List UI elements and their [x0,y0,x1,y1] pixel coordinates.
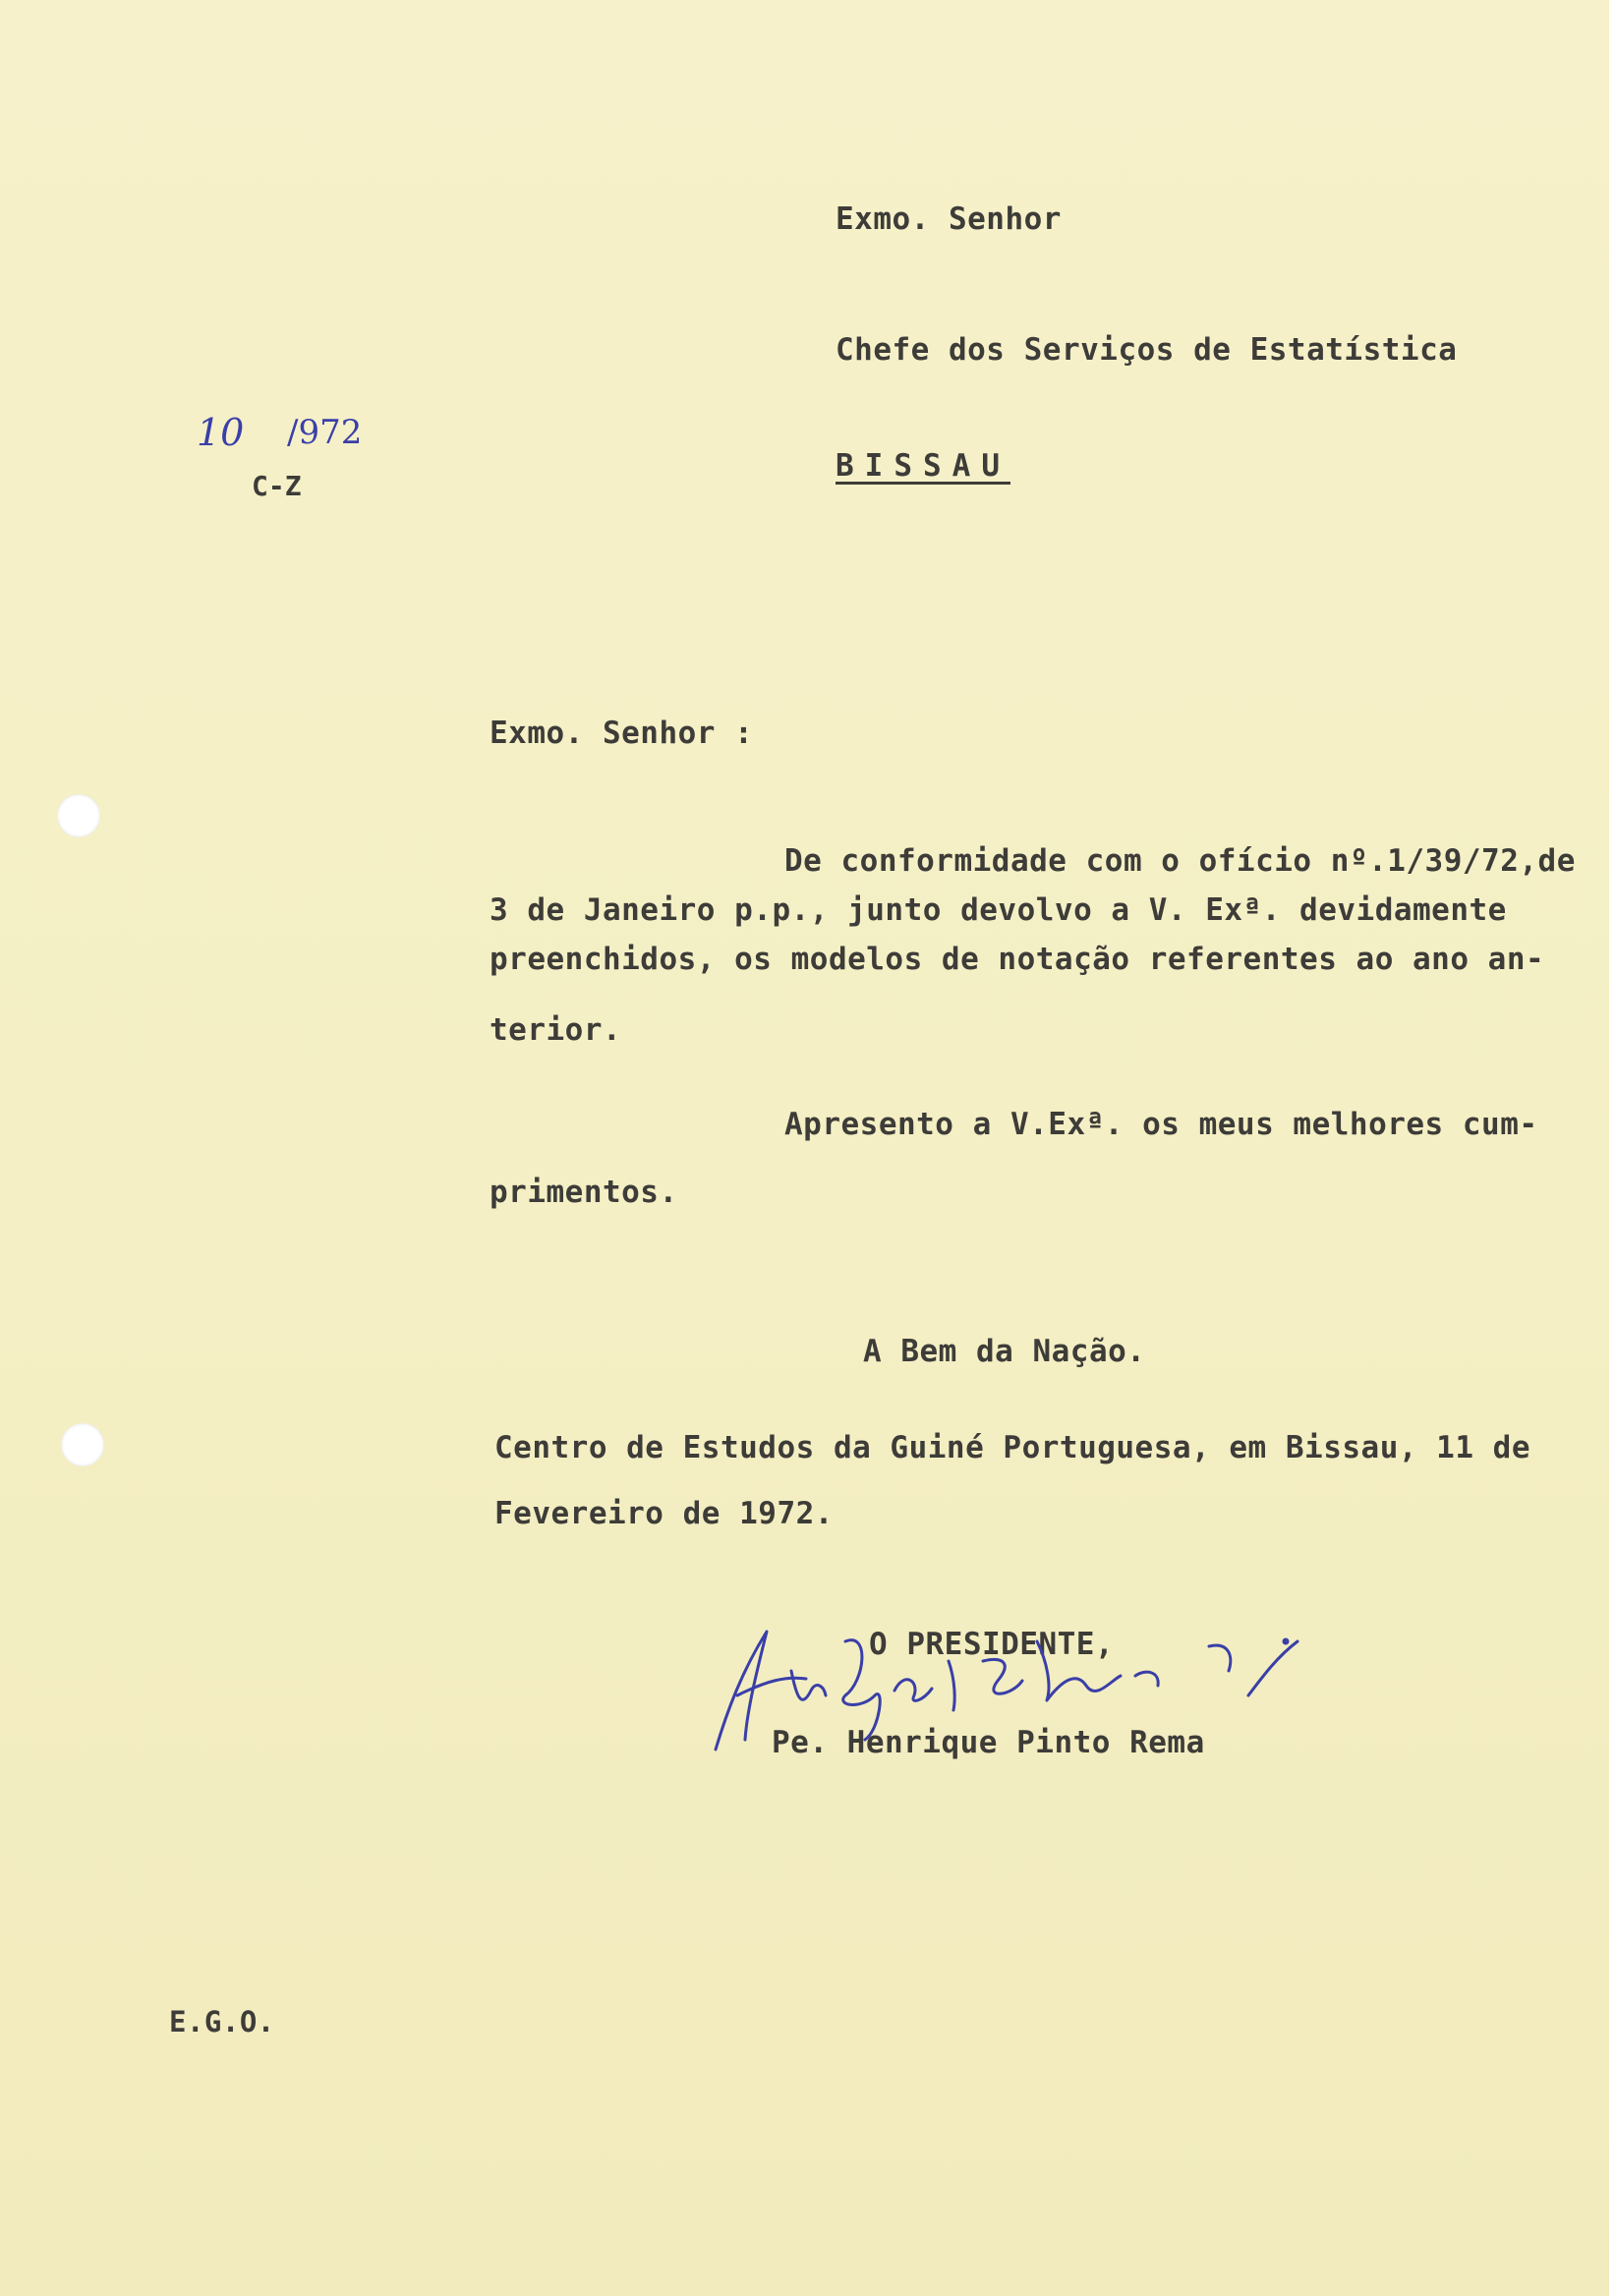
paragraph1-line: 3 de Janeiro p.p., junto devolvo a V. Exª. devidamente [490,892,1507,928]
addressee-salutation: Exmo. Senhor [836,201,1062,237]
addressee-city: BISSAU [836,448,1010,484]
greeting: Exmo. Senhor : [490,716,754,751]
page-edge [1609,0,1615,2296]
closing-motto: A Bem da Nação. [863,1334,1146,1369]
addressee-title: Chefe dos Serviços de Estatística [836,332,1458,368]
place-date-line: Fevereiro de 1972. [494,1496,834,1531]
paragraph1-line: terior. [490,1012,622,1048]
punch-hole-top [57,794,100,837]
signatory-name: Pe. Henrique Pinto Rema [772,1725,1205,1760]
paragraph1-line: preenchidos, os modelos de notação referentes ao ano an- [490,942,1545,977]
paragraph2-line: Apresento a V.Exª. os meus melhores cum- [784,1107,1538,1142]
paragraph1-line: De conformidade com o ofício nº.1/39/72,de [784,843,1576,879]
footer-initials: E.G.O. [169,2005,275,2038]
punch-hole-bottom [61,1423,104,1466]
paragraph2-line: primentos. [490,1175,678,1210]
reference-year: /972 [287,413,363,452]
place-date-line: Centro de Estudos da Guiné Portuguesa, em Bissau, 11 de [494,1430,1530,1465]
reference-code: C-Z [252,470,302,502]
reference-number: 10 [197,411,245,454]
signatory-role: O PRESIDENTE, [869,1627,1115,1662]
handwritten-signature [698,1602,1347,1779]
